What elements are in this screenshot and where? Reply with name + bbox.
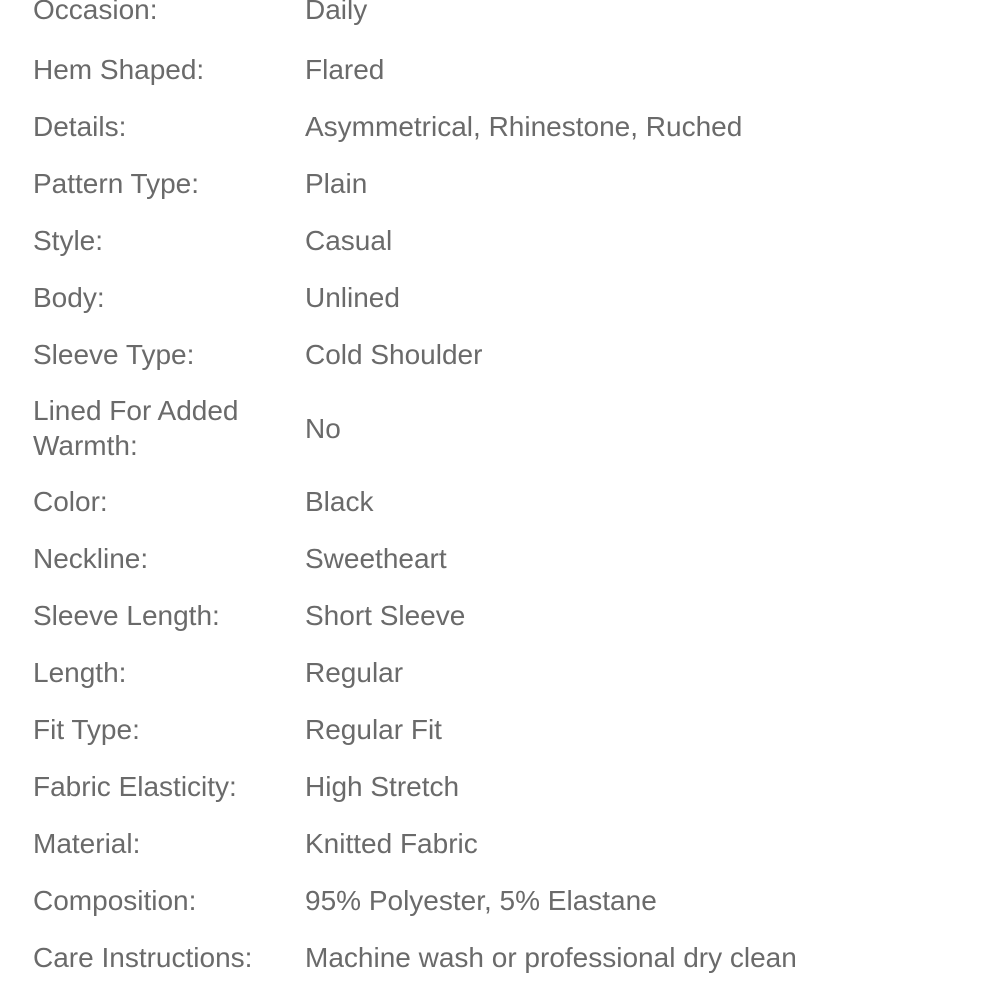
spec-value: Short Sleeve <box>305 600 466 631</box>
spec-label: Style: <box>33 225 104 256</box>
spec-label: Composition: <box>33 885 197 916</box>
spec-label: Material: <box>33 828 141 859</box>
spec-value: Regular <box>305 657 404 688</box>
spec-row-body <box>33 269 973 326</box>
spec-label: Fit Type: <box>33 714 140 745</box>
spec-row-occasion <box>33 0 973 27</box>
spec-value: Sweetheart <box>305 543 447 574</box>
spec-value: Daily <box>305 0 368 25</box>
spec-value: Cold Shoulder <box>305 339 483 370</box>
spec-label: Sleeve Length: <box>33 600 220 631</box>
spec-row-neckline <box>33 530 973 587</box>
spec-row-lined-for-added-warmth <box>33 383 973 473</box>
spec-row-composition <box>33 872 973 929</box>
spec-value: Asymmetrical, Rhinestone, Ruched <box>305 111 743 142</box>
spec-label: Body: <box>33 282 105 313</box>
product-spec-table <box>33 0 973 986</box>
spec-value: Plain <box>305 168 368 199</box>
spec-row-sleeve-type <box>33 326 973 383</box>
spec-label: Hem Shaped: <box>33 54 205 85</box>
spec-value: Machine wash or professional dry clean <box>305 942 797 973</box>
spec-value: Casual <box>305 225 393 256</box>
spec-row-care-instructions <box>33 929 973 986</box>
spec-value: Unlined <box>305 282 400 313</box>
spec-row-color <box>33 473 973 530</box>
spec-value: Flared <box>305 54 385 85</box>
spec-row-details <box>33 98 973 155</box>
spec-row-fit-type <box>33 701 973 758</box>
spec-label: Color: <box>33 486 108 517</box>
spec-value: High Stretch <box>305 771 460 802</box>
spec-label: Details: <box>33 111 127 142</box>
spec-row-sleeve-length <box>33 587 973 644</box>
spec-row-fabric-elasticity <box>33 758 973 815</box>
spec-label: Pattern Type: <box>33 168 200 199</box>
spec-row-style <box>33 212 973 269</box>
spec-label: Sleeve Type: <box>33 339 195 370</box>
spec-row-material <box>33 815 973 872</box>
spec-label: Fabric Elasticity: <box>33 771 237 802</box>
spec-row-pattern-type <box>33 155 973 212</box>
spec-row-length <box>33 644 973 701</box>
spec-label: Occasion: <box>33 0 158 25</box>
spec-label: Length: <box>33 657 127 688</box>
spec-label: Neckline: <box>33 543 149 574</box>
spec-value: Black <box>305 486 374 517</box>
spec-value: 95% Polyester, 5% Elastane <box>305 885 657 916</box>
spec-value: Regular Fit <box>305 714 442 745</box>
spec-label: Lined For Added Warmth: <box>33 395 239 461</box>
spec-value: Knitted Fabric <box>305 828 478 859</box>
spec-label: Care Instructions: <box>33 942 253 973</box>
spec-value: No <box>305 412 341 444</box>
spec-row-hem-shaped <box>33 41 973 98</box>
